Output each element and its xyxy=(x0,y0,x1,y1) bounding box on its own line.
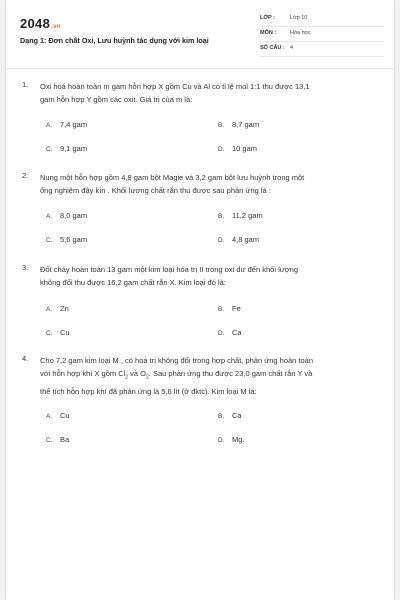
option-letter: D. xyxy=(218,237,225,244)
option-letter: A. xyxy=(46,413,53,420)
option-b[interactable] xyxy=(218,304,241,313)
option-letter: A. xyxy=(46,306,53,313)
meta-row-subject xyxy=(260,27,384,42)
option-letter: C. xyxy=(46,146,53,153)
option-text: Ca xyxy=(232,411,242,420)
worksheet-page xyxy=(6,0,394,600)
option-d[interactable] xyxy=(218,435,245,444)
option-text: 11,2 gam xyxy=(232,211,263,220)
question-number: 1. xyxy=(22,80,29,89)
option-a[interactable] xyxy=(46,411,70,420)
header-divider xyxy=(6,68,394,69)
question-text xyxy=(40,354,382,398)
question-number: 2. xyxy=(22,171,29,180)
subscript: 2 xyxy=(125,374,129,381)
question-line: Nung một hỗn hợp gồm 4,8 gam bột Magie và 3,2 gam bột lưu huỳnh trong một xyxy=(40,173,305,182)
option-a[interactable] xyxy=(46,304,69,313)
question-line: Đốt cháy hoàn toàn 13 gam một kim loại hóa trị II trong oxi dư đến khối lượng xyxy=(40,265,299,274)
question-text xyxy=(40,263,382,289)
header xyxy=(20,12,384,62)
logo[interactable] xyxy=(20,16,61,31)
option-text: Ba xyxy=(60,435,70,444)
text-fragment: và O xyxy=(128,369,147,378)
question-line: thể tích hỗn hợp khí đã phản ứng là 5,6 lít (ở đktc). Kim loại M là: xyxy=(40,386,257,396)
question-text xyxy=(40,171,382,197)
option-text: Cu xyxy=(60,328,70,337)
question-number: 3. xyxy=(22,263,29,272)
meta-label: SỐ CÂU : xyxy=(260,45,285,51)
option-c[interactable] xyxy=(46,328,70,337)
question-line: không đổi thu được 16,2 gam chất rắn X. Kim loại đó là: xyxy=(40,278,226,287)
option-text: 4,8 gam xyxy=(232,235,260,244)
meta-label: LỚP : xyxy=(260,15,275,21)
option-letter: C. xyxy=(46,237,53,244)
option-b[interactable] xyxy=(218,120,259,129)
option-a[interactable] xyxy=(46,120,87,129)
option-text: 9,1 gam xyxy=(60,144,88,153)
option-letter: B. xyxy=(218,122,225,129)
option-text: 8,7 gam xyxy=(232,120,260,129)
option-c[interactable] xyxy=(46,435,69,444)
option-a[interactable] xyxy=(46,211,87,220)
option-text: 8,0 gam xyxy=(60,211,88,220)
question-line xyxy=(40,367,382,385)
option-letter: D. xyxy=(218,146,225,153)
meta-value: 4 xyxy=(290,45,294,51)
option-d[interactable] xyxy=(218,144,257,153)
option-letter: C. xyxy=(46,330,53,337)
option-text: Fe xyxy=(232,304,241,313)
option-b[interactable] xyxy=(218,211,263,220)
question-text xyxy=(40,80,382,106)
option-text: Mg. xyxy=(232,435,245,444)
subscript: 2 xyxy=(146,374,149,381)
option-d[interactable] xyxy=(218,328,242,337)
document-title: Dạng 1: Đơn chất Oxi, Lưu huỳnh tác dụng với kim loại xyxy=(20,36,209,45)
option-d[interactable] xyxy=(218,235,259,244)
option-text: Zn xyxy=(60,304,69,313)
option-text: 7,4 gam xyxy=(60,120,88,129)
meta-label: MÔN : xyxy=(260,30,277,36)
meta-value: Lớp 10 xyxy=(290,15,308,21)
option-letter: B. xyxy=(218,306,225,313)
option-text: 5,6 gam xyxy=(60,235,88,244)
option-text: Ca xyxy=(232,328,242,337)
option-letter: B. xyxy=(218,413,225,420)
question-line: gam hỗn hợp Y gồm các oxit. Giá trị của m là: xyxy=(40,95,193,104)
logo-text: 2048 xyxy=(20,16,51,31)
option-b[interactable] xyxy=(218,411,242,420)
option-letter: D. xyxy=(218,330,225,337)
text-fragment: với hỗn hợp khí X gồm Cl xyxy=(40,369,126,378)
option-text: 10 gam xyxy=(232,144,258,153)
option-text: Cu xyxy=(60,411,70,420)
text-fragment: . Sau phản ứng thu được 23,0 gam chất rắn Y và xyxy=(148,369,313,378)
option-letter: A. xyxy=(46,122,53,129)
meta-row-count xyxy=(260,42,384,57)
logo-suffix: .vn xyxy=(51,24,61,30)
question-line: ống nghiệm đậy kín . Khối lương chất rắn thu được sau phản ứng là : xyxy=(40,186,271,195)
option-letter: B. xyxy=(218,213,225,220)
option-c[interactable] xyxy=(46,235,87,244)
meta-row-class xyxy=(260,12,384,27)
question-line: Oxi hoá hoàn toàn m gam hỗn hợp X gồm Cu và Al có tỉ lệ mol 1:1 thu được 13,1 xyxy=(40,82,310,91)
option-letter: D. xyxy=(218,437,225,444)
meta-value: Hóa học xyxy=(290,30,311,36)
option-letter: C. xyxy=(46,437,53,444)
meta-info xyxy=(260,12,384,57)
option-letter: A. xyxy=(46,213,53,220)
question-number: 4. xyxy=(22,354,29,363)
option-c[interactable] xyxy=(46,144,87,153)
question-line: Cho 7,2 gam kim loại M , có hoá trị không đổi trong hợp chất, phản ứng hoàn toàn xyxy=(40,356,314,365)
